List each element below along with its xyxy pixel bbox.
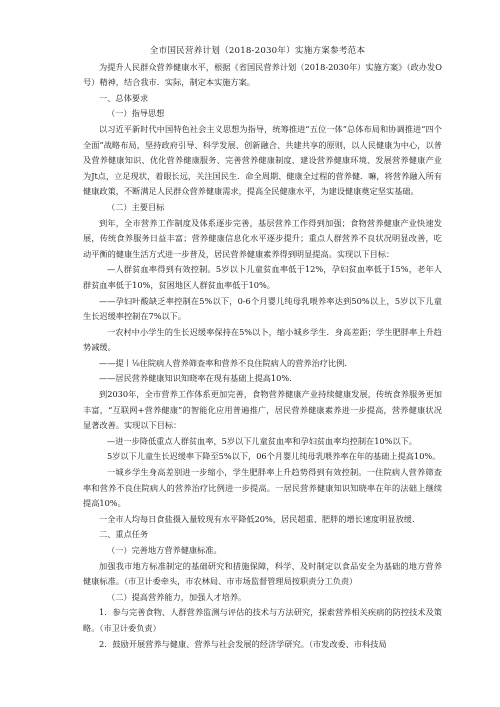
subsection-heading: （一）指导思想 xyxy=(107,108,165,119)
paragraph: 为提升人民群众营养健康水平，根据《省国民营养计划（2018-2030年）实施方案》（政办发O号）精神，结合我市．实际，制定本实施方案。 xyxy=(83,61,442,88)
paragraph: —进一步降低重点人群贫血率，5岁以下儿童贫血率和孕妇贫血率均控制在10%以下。 xyxy=(107,435,417,446)
paragraph: ——孕妇叶酸缺乏率控制在5%以下，0-6个月婴儿纯母乳喂养率达到50%以上，5岁以下儿童生长迟缓率控制在7%以下。 xyxy=(83,295,442,322)
paragraph: ——提丨⅛住院病人营养筛查率和营养不良住院病人的营养治疗比例. xyxy=(99,357,347,368)
document-body xyxy=(83,60,442,653)
section-heading: 一、总体要求 xyxy=(99,92,149,103)
paragraph: 加强我市地方标准制定的基础研究和措施保障，科学、及时制定以食品安全为基础的地方营养健康标准。（市卫计委牵头，市农林局、市市场监督管理局按职责分工负责） xyxy=(83,560,442,587)
paragraph: 到2030年，全市营养工作体系更加完善，食物营养健康产业持续健康发展，传统食养服务更加丰富，“互联网+营养健康”的智能化应用普遍推广，居民营养健康素养进一步提高，营养健康状况显著改善。实现以下目标： xyxy=(83,389,442,431)
paragraph: 一全市人均每日食盐摄入量较现有水平降低20%，居民超重、肥胖的增长速度明显放缓. xyxy=(99,513,415,524)
paragraph: 以习近平新时代中国特色社会主义思想为指导，统筹推进“五位一体”总体布局和协调推进“四个全面”战略布局，坚持政府引导、科学发展、创新融合、共建共享的原则，以人民健康为中心，以普及营养健康知识、优化营养健康服务、完善营养健康制度、建设营养健康环境、发展营养健康产业为Jt点，立足现状，着眼长远，关注国民生．命全周期、健康全过程的营养健．嘛，将营养融入所有健康政策，不断满足人民群众营养健康需求，提高全民健康水平，为建设健康奠定坚实基础。 xyxy=(83,123,442,197)
paragraph: 一城乡学生身高差别进一步缩小，学生肥胖率上升趋势得到有效控制。一住院病人营养筛查率和营养不良住院病人的营养治疗比例进一步提高。一居民营养健康知识知晓率在年的法础上继续提高10%。 xyxy=(83,467,442,509)
paragraph: 1．参与完善食物、人群营养监测与评估的技术与方法研究，探索营养相关疾病的防控技术及策略。（市卫计委负责） xyxy=(83,607,442,633)
section-heading: 二、重点任务 xyxy=(99,529,149,540)
paragraph: 2．鼓励开展营养与健康、营养与社会发展的经济学研究。（市发改委、市科技局 xyxy=(99,638,387,649)
document-title: 全市国民营养计划（2018-2030年）实施方案参考范本 xyxy=(149,46,366,56)
paragraph: 到年，全市营养工作制度及体系逐步完善，基层营养工作得到加强；食物营养健康产业快速发展，传统食养服务日益丰富；营养健康信息化水平逐步提升；重点人群营养不良状况明显改善，吃动平衡的健康生活方式进一步普及，居民营养健康素养得到明显提高。实现以下目标： xyxy=(83,217,442,259)
subsection-heading: （一）完善地方营养健康标准。 xyxy=(107,545,222,555)
paragraph: 一农村中小学生的生长迟缓率保持在5%以卜，缩小城乡学生．身高差距；学生肥胖率上升趋势减缓。 xyxy=(83,326,442,353)
paragraph: —人群贫血率得到有效控制。5岁以卜儿童贫血率低于12%，孕妇贫血率低于15%，老年人群贫血率低于10%，贫困地区人群贫血率低于10%。 xyxy=(83,264,442,290)
subsection-heading: （二）主要目标 xyxy=(107,201,165,212)
paragraph: ——居民营养健康知识知晓率在现有基础上提高10%. xyxy=(99,373,292,384)
subsection-heading: （二）提高营养能力，加强人才培养。 xyxy=(107,591,247,602)
paragraph: 5岁以下儿童生长迟缓率下降至5%以下，06个月婴儿纯母乳喂养率在年的基础上提高10%。 xyxy=(107,451,441,462)
